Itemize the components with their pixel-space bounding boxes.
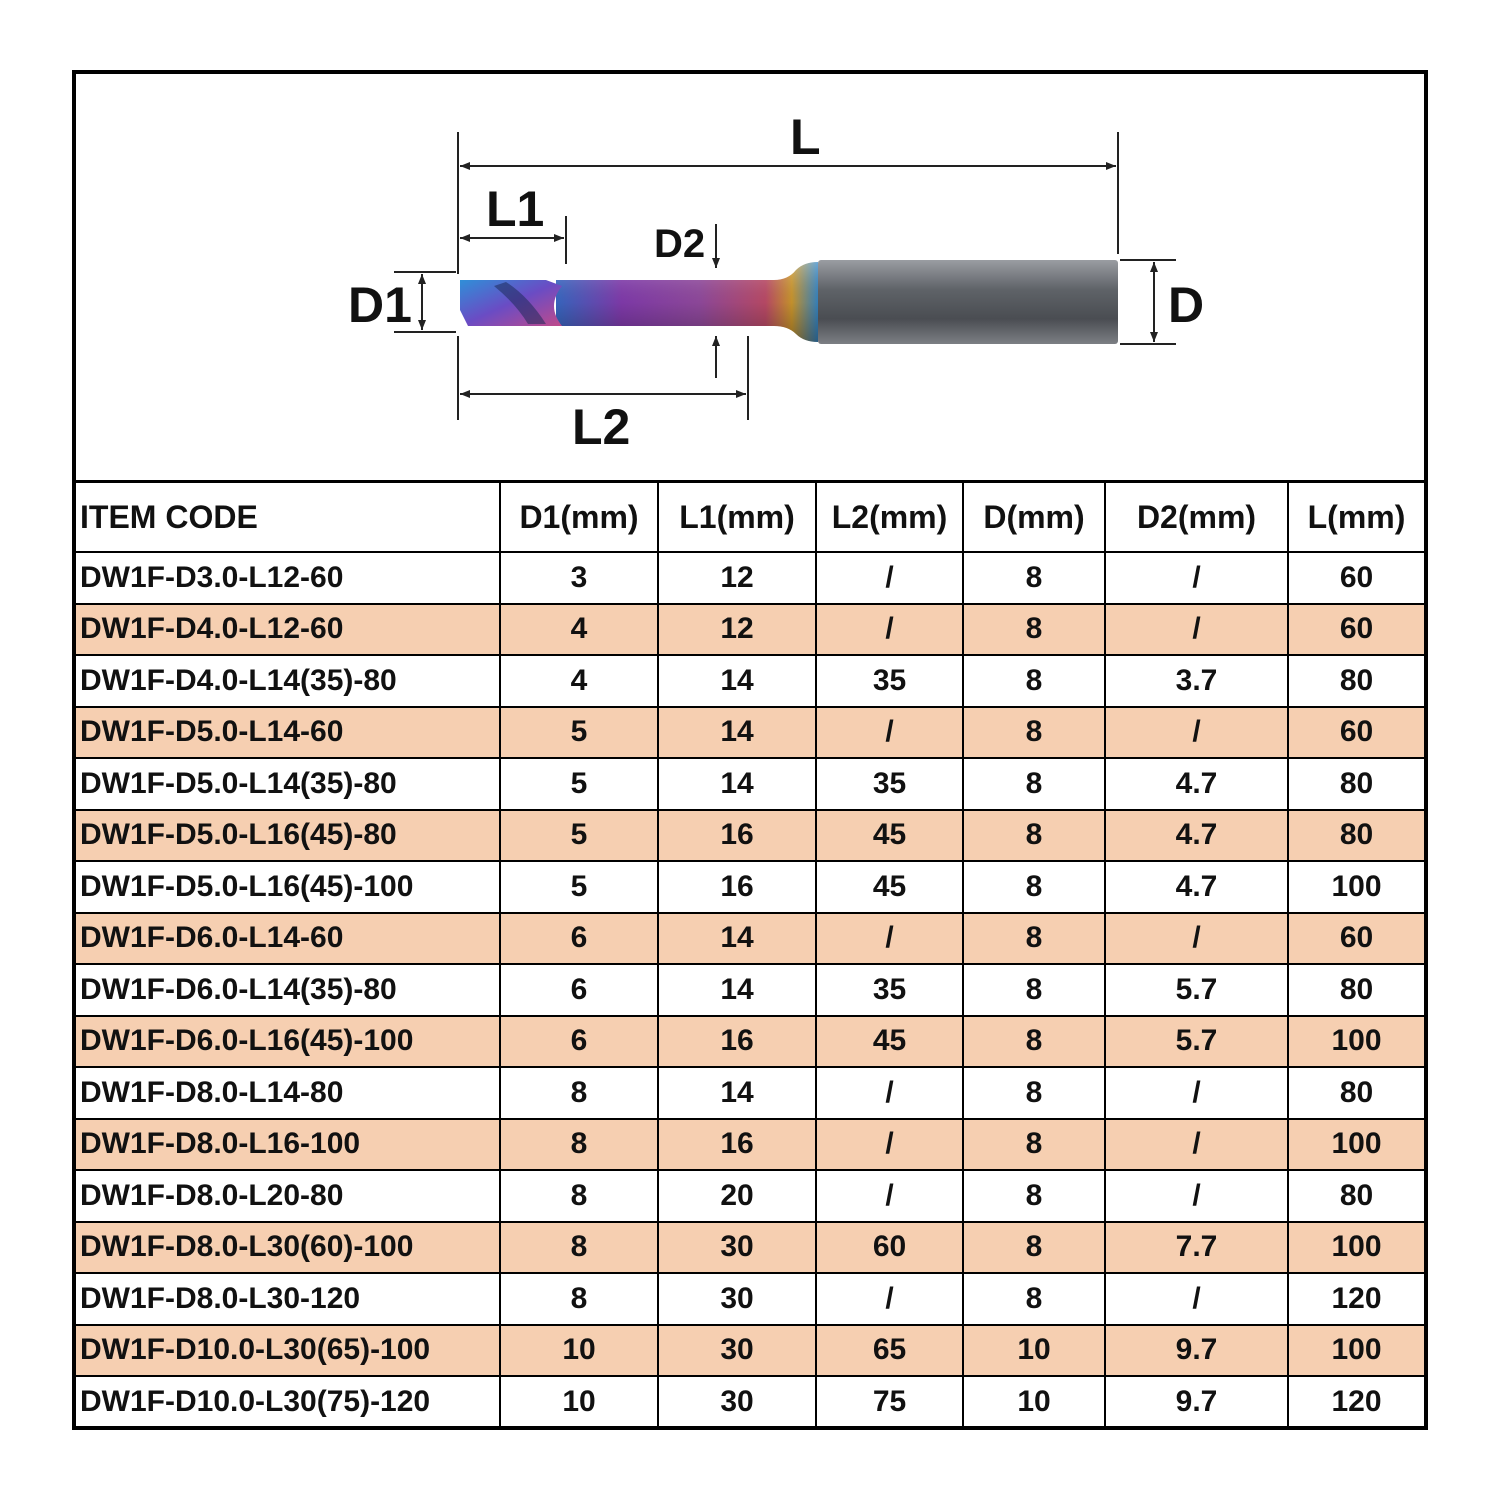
column-header-d: D(mm) (963, 482, 1105, 553)
column-header-l: L(mm) (1288, 482, 1424, 553)
cell-d: 8 (963, 1170, 1105, 1222)
cell-l1: 30 (658, 1222, 816, 1274)
cell-l1: 14 (658, 655, 816, 707)
cell-l1: 12 (658, 604, 816, 656)
cell-d2: / (1105, 604, 1288, 656)
cell-l: 120 (1288, 1273, 1424, 1325)
cell-l2: 35 (816, 964, 963, 1016)
table-row (76, 913, 1424, 965)
cell-l: 80 (1288, 1067, 1424, 1119)
cell-l2: 60 (816, 1222, 963, 1274)
cell-l: 100 (1288, 1016, 1424, 1068)
column-header-d2: D2(mm) (1105, 482, 1288, 553)
table-row (76, 964, 1424, 1016)
cell-item-code: DW1F-D5.0-L16(45)-80 (76, 810, 500, 862)
table-row (76, 707, 1424, 759)
cell-l2: / (816, 552, 963, 604)
cell-l2: / (816, 604, 963, 656)
table-row (76, 1067, 1424, 1119)
cell-l1: 30 (658, 1376, 816, 1427)
cell-l1: 16 (658, 861, 816, 913)
tool-neck (556, 262, 818, 342)
cell-d2: / (1105, 552, 1288, 604)
label-L: L (790, 109, 821, 165)
cell-d: 8 (963, 604, 1105, 656)
tool-shank (818, 260, 1118, 344)
cell-item-code: DW1F-D6.0-L14-60 (76, 913, 500, 965)
cell-item-code: DW1F-D8.0-L14-80 (76, 1067, 500, 1119)
cell-d2: 5.7 (1105, 964, 1288, 1016)
cell-l1: 20 (658, 1170, 816, 1222)
table-row (76, 1170, 1424, 1222)
cell-d: 8 (963, 1016, 1105, 1068)
cell-d2: 5.7 (1105, 1016, 1288, 1068)
cell-l: 100 (1288, 1119, 1424, 1171)
table-row (76, 861, 1424, 913)
tool-dimension-diagram (76, 74, 1424, 480)
cell-item-code: DW1F-D4.0-L12-60 (76, 604, 500, 656)
cell-d1: 5 (500, 810, 658, 862)
cell-d1: 8 (500, 1273, 658, 1325)
label-D1: D1 (348, 277, 412, 333)
cell-l: 80 (1288, 1170, 1424, 1222)
cell-l1: 16 (658, 810, 816, 862)
column-header-item-code: ITEM CODE (76, 482, 500, 553)
end-mill-drawing (76, 74, 1424, 480)
cell-d1: 10 (500, 1376, 658, 1427)
cell-d: 8 (963, 913, 1105, 965)
cell-l1: 14 (658, 913, 816, 965)
cell-d1: 5 (500, 758, 658, 810)
cell-l1: 16 (658, 1016, 816, 1068)
column-header-l2: L2(mm) (816, 482, 963, 553)
cell-l2: 45 (816, 810, 963, 862)
cell-l2: 35 (816, 655, 963, 707)
table-row (76, 1376, 1424, 1427)
cell-item-code: DW1F-D5.0-L16(45)-100 (76, 861, 500, 913)
cell-d1: 6 (500, 1016, 658, 1068)
cell-d1: 10 (500, 1325, 658, 1377)
cell-l1: 30 (658, 1273, 816, 1325)
label-D: D (1168, 277, 1205, 333)
cell-d1: 5 (500, 861, 658, 913)
cell-d1: 4 (500, 604, 658, 656)
cell-l: 100 (1288, 861, 1424, 913)
cell-d2: 9.7 (1105, 1376, 1288, 1427)
cell-item-code: DW1F-D8.0-L30(60)-100 (76, 1222, 500, 1274)
cell-l2: / (816, 1067, 963, 1119)
cell-d1: 8 (500, 1170, 658, 1222)
cell-l: 60 (1288, 552, 1424, 604)
cell-l2: / (816, 1170, 963, 1222)
cell-l: 60 (1288, 604, 1424, 656)
cell-l1: 16 (658, 1119, 816, 1171)
cell-d: 8 (963, 1119, 1105, 1171)
cell-d1: 4 (500, 655, 658, 707)
cell-l1: 12 (658, 552, 816, 604)
cell-d: 8 (963, 1222, 1105, 1274)
cell-d2: / (1105, 1067, 1288, 1119)
cell-item-code: DW1F-D5.0-L14(35)-80 (76, 758, 500, 810)
table-row (76, 655, 1424, 707)
table-row (76, 1222, 1424, 1274)
cell-l: 80 (1288, 810, 1424, 862)
cell-d1: 8 (500, 1119, 658, 1171)
cell-d: 8 (963, 1273, 1105, 1325)
cell-item-code: DW1F-D10.0-L30(65)-100 (76, 1325, 500, 1377)
cell-l2: / (816, 913, 963, 965)
cell-item-code: DW1F-D6.0-L16(45)-100 (76, 1016, 500, 1068)
cell-d2: 7.7 (1105, 1222, 1288, 1274)
cell-d1: 3 (500, 552, 658, 604)
cell-d: 8 (963, 964, 1105, 1016)
cell-l2: 75 (816, 1376, 963, 1427)
cell-item-code: DW1F-D6.0-L14(35)-80 (76, 964, 500, 1016)
column-header-l1: L1(mm) (658, 482, 816, 553)
cell-d: 8 (963, 655, 1105, 707)
cell-l2: 45 (816, 1016, 963, 1068)
cell-l: 100 (1288, 1222, 1424, 1274)
cell-d1: 6 (500, 964, 658, 1016)
cell-d: 8 (963, 810, 1105, 862)
cell-l1: 14 (658, 1067, 816, 1119)
table-row (76, 1016, 1424, 1068)
label-L2: L2 (572, 399, 631, 455)
cell-l2: / (816, 1119, 963, 1171)
cell-d1: 5 (500, 707, 658, 759)
cell-l2: 65 (816, 1325, 963, 1377)
cell-item-code: DW1F-D10.0-L30(75)-120 (76, 1376, 500, 1427)
cell-d: 8 (963, 758, 1105, 810)
table-row (76, 810, 1424, 862)
tool-cutting-tip (460, 280, 562, 326)
cell-l1: 14 (658, 964, 816, 1016)
table-row (76, 1273, 1424, 1325)
cell-d2: / (1105, 1170, 1288, 1222)
specification-table (76, 480, 1424, 1427)
cell-d: 8 (963, 861, 1105, 913)
cell-l2: 45 (816, 861, 963, 913)
cell-item-code: DW1F-D3.0-L12-60 (76, 552, 500, 604)
cell-d2: 4.7 (1105, 861, 1288, 913)
cell-d2: / (1105, 707, 1288, 759)
cell-l2: 35 (816, 758, 963, 810)
cell-d2: / (1105, 1119, 1288, 1171)
column-header-d1: D1(mm) (500, 482, 658, 553)
cell-d: 10 (963, 1376, 1105, 1427)
table-body (76, 552, 1424, 1427)
cell-d2: 3.7 (1105, 655, 1288, 707)
cell-item-code: DW1F-D8.0-L16-100 (76, 1119, 500, 1171)
cell-l1: 14 (658, 707, 816, 759)
cell-l: 80 (1288, 964, 1424, 1016)
cell-item-code: DW1F-D8.0-L30-120 (76, 1273, 500, 1325)
cell-item-code: DW1F-D8.0-L20-80 (76, 1170, 500, 1222)
cell-d1: 6 (500, 913, 658, 965)
cell-item-code: DW1F-D4.0-L14(35)-80 (76, 655, 500, 707)
cell-d: 8 (963, 707, 1105, 759)
table-row (76, 1119, 1424, 1171)
table-row (76, 604, 1424, 656)
cell-l: 120 (1288, 1376, 1424, 1427)
cell-d: 10 (963, 1325, 1105, 1377)
cell-d2: 9.7 (1105, 1325, 1288, 1377)
cell-l: 60 (1288, 707, 1424, 759)
cell-d: 8 (963, 552, 1105, 604)
cell-l1: 14 (658, 758, 816, 810)
table-row (76, 758, 1424, 810)
cell-l: 100 (1288, 1325, 1424, 1377)
cell-l2: / (816, 707, 963, 759)
cell-d2: 4.7 (1105, 810, 1288, 862)
spec-sheet-frame (72, 70, 1428, 1430)
cell-item-code: DW1F-D5.0-L14-60 (76, 707, 500, 759)
cell-l: 80 (1288, 758, 1424, 810)
label-L1: L1 (486, 181, 545, 237)
table-row (76, 1325, 1424, 1377)
cell-d1: 8 (500, 1067, 658, 1119)
cell-d1: 8 (500, 1222, 658, 1274)
cell-l1: 30 (658, 1325, 816, 1377)
cell-l2: / (816, 1273, 963, 1325)
cell-l: 80 (1288, 655, 1424, 707)
cell-d2: 4.7 (1105, 758, 1288, 810)
cell-d2: / (1105, 913, 1288, 965)
label-D2: D2 (654, 222, 706, 266)
cell-d2: / (1105, 1273, 1288, 1325)
table-header-row (76, 482, 1424, 553)
cell-d: 8 (963, 1067, 1105, 1119)
table-row (76, 552, 1424, 604)
cell-l: 60 (1288, 913, 1424, 965)
